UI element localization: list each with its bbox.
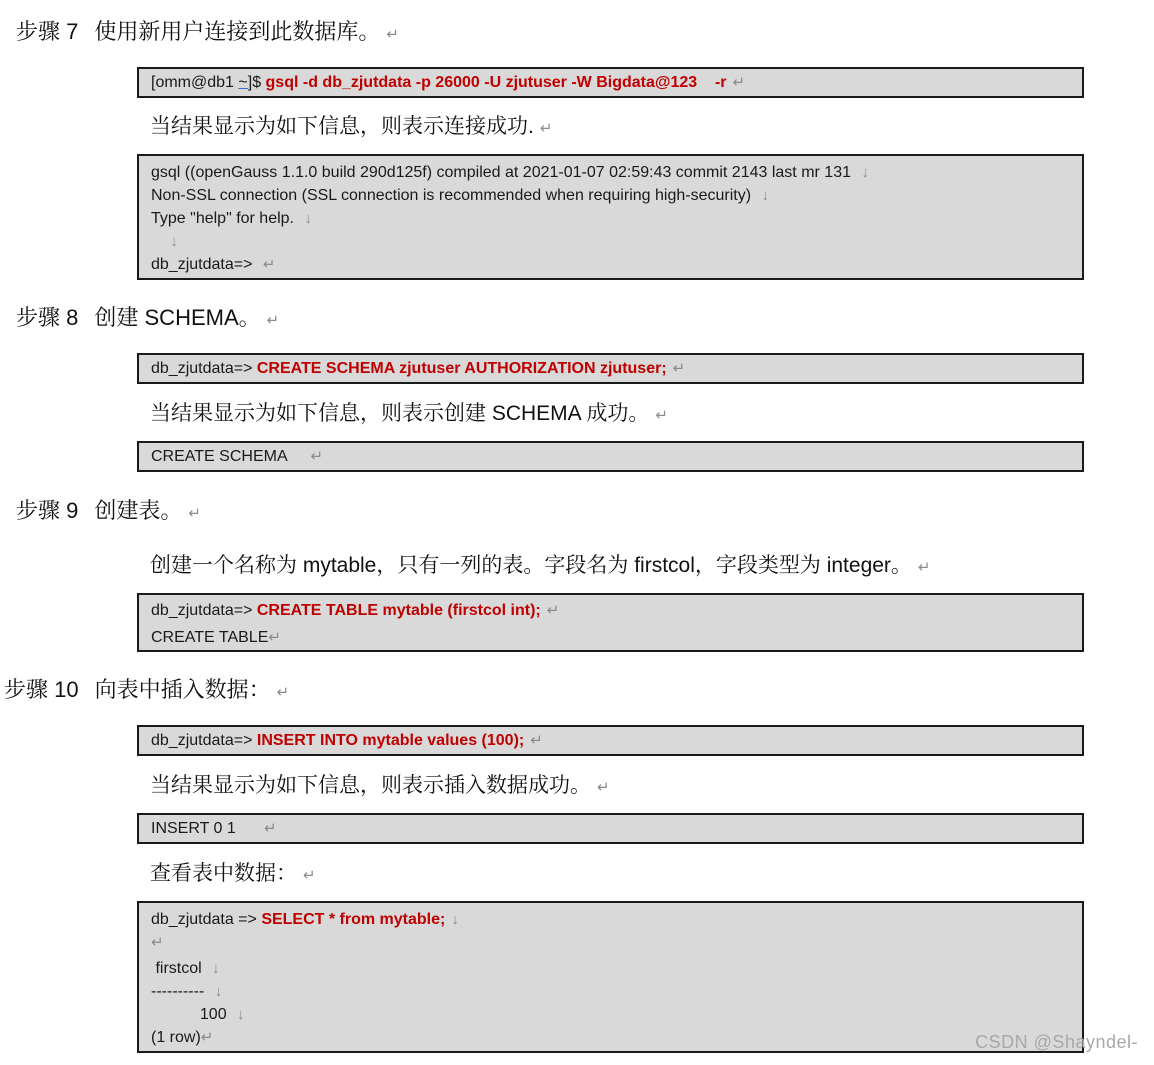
return-mark-icon: ↵ bbox=[655, 407, 668, 424]
line-break-mark-icon: ↓ bbox=[861, 164, 869, 181]
return-mark-icon: ↵ bbox=[597, 779, 610, 796]
code-line: db_zjutdata=> ↵ bbox=[151, 256, 276, 273]
step-number: 7 bbox=[66, 19, 79, 44]
watermark: CSDN @Shayndel- bbox=[975, 1032, 1138, 1052]
code-line: Type "help" for help. ↓ bbox=[151, 210, 312, 227]
return-mark-icon: ↵ bbox=[188, 505, 201, 522]
return-mark-icon: ↵ bbox=[264, 820, 277, 837]
step-number: 9 bbox=[66, 498, 79, 523]
return-mark-icon: ↵ bbox=[262, 256, 276, 273]
code-line: db_zjutdata=> INSERT INTO mytable values (100); ↵ bbox=[151, 732, 543, 749]
paragraph-connect-success: 当结果显示为如下信息，则表示连接成功. ↵ bbox=[150, 115, 553, 138]
code-block-connect-command bbox=[137, 67, 1084, 98]
paragraph-view-data: 查看表中数据： ↵ bbox=[150, 862, 316, 885]
code-block-insert-output bbox=[137, 813, 1084, 844]
line-break-mark-icon: ↓ bbox=[170, 233, 178, 250]
code-line: db_zjutdata=> CREATE TABLE mytable (firstcol int); ↵ bbox=[151, 602, 560, 619]
return-mark-icon: ↵ bbox=[386, 26, 399, 43]
step-label: 步骤 bbox=[16, 498, 61, 523]
code-line bbox=[151, 957, 1070, 980]
return-mark-icon: ↵ bbox=[151, 934, 164, 951]
code-block-connect-output bbox=[137, 154, 1084, 280]
command-text: INSERT INTO mytable values (100); bbox=[256, 732, 525, 749]
paragraph-schema-success: 当结果显示为如下信息，则表示创建 SCHEMA 成功。 ↵ bbox=[150, 402, 668, 425]
command-text: CREATE TABLE mytable (firstcol int); bbox=[256, 602, 541, 619]
step-title: 创建 SCHEMA。 bbox=[94, 305, 261, 330]
cell-value: 100 bbox=[151, 1006, 232, 1023]
return-mark-icon: ↵ bbox=[310, 448, 324, 465]
column-divider: ---------- bbox=[151, 983, 209, 1000]
code-line bbox=[151, 1026, 1070, 1049]
return-mark-icon: ↵ bbox=[539, 120, 553, 137]
code-line bbox=[151, 1003, 1070, 1026]
line-break-mark-icon: ↓ bbox=[212, 960, 220, 977]
return-mark-icon: ↵ bbox=[917, 559, 931, 576]
paragraph-insert-success: 当结果显示为如下信息，则表示插入数据成功。 ↵ bbox=[150, 774, 610, 797]
code-line bbox=[151, 980, 1070, 1003]
code-block-create-table bbox=[137, 593, 1084, 652]
line-break-mark-icon: ↓ bbox=[761, 187, 769, 204]
column-header: firstcol bbox=[151, 960, 207, 977]
command-text: gsql -d db_zjutdata -p 26000 -U zjutuser -W Bigdata@123 -r bbox=[265, 74, 727, 91]
code-block-schema-output bbox=[137, 441, 1084, 472]
step-7-heading bbox=[16, 18, 399, 49]
line-break-mark-icon: ↓ bbox=[304, 210, 312, 227]
step-10-heading bbox=[4, 676, 289, 707]
return-mark-icon: ↵ bbox=[672, 360, 686, 377]
step-number: 8 bbox=[66, 305, 79, 330]
code-line: Non-SSL connection (SSL connection is recommended when requiring high-security) ↓ bbox=[151, 187, 769, 204]
command-text: CREATE SCHEMA zjutuser AUTHORIZATION zjutuser; bbox=[256, 360, 667, 377]
code-line: gsql ((openGauss 1.1.0 build 290d125f) compiled at 2021-01-07 02:59:43 commit 2143 last mr 131 ↓ bbox=[151, 164, 869, 181]
return-mark-icon: ↵ bbox=[732, 74, 746, 91]
return-mark-icon: ↵ bbox=[546, 602, 560, 619]
line-break-mark-icon: ↓ bbox=[237, 1006, 245, 1023]
step-number: 10 bbox=[54, 677, 79, 702]
code-block-insert-command bbox=[137, 725, 1084, 756]
step-title: 创建表。 bbox=[94, 498, 183, 523]
code-line: CREATE SCHEMA ↵ bbox=[151, 448, 324, 465]
return-mark-icon: ↵ bbox=[276, 684, 290, 701]
code-line: db_zjutdata => SELECT * from mytable; ↓ bbox=[151, 911, 459, 928]
return-mark-icon: ↵ bbox=[268, 629, 281, 646]
code-line: [omm@db1 ~]$ gsql -d db_zjutdata -p 26000 -U zjutuser -W Bigdata@123 -r ↵ bbox=[151, 74, 746, 91]
step-8-heading bbox=[16, 304, 279, 335]
code-line bbox=[151, 230, 1070, 253]
code-block-select bbox=[137, 901, 1084, 1053]
code-line bbox=[151, 931, 1070, 954]
code-line: CREATE TABLE↵ bbox=[151, 629, 281, 646]
step-title: 向表中插入数据： bbox=[94, 677, 271, 702]
line-break-mark-icon: ↓ bbox=[451, 911, 459, 928]
return-mark-icon: ↵ bbox=[266, 312, 280, 329]
row-count: (1 row) bbox=[151, 1029, 201, 1046]
return-mark-icon: ↵ bbox=[200, 1029, 214, 1046]
step-label: 步骤 bbox=[16, 19, 61, 44]
code-line: INSERT 0 1 ↵ bbox=[151, 820, 277, 837]
step-title: 使用新用户连接到此数据库。 bbox=[94, 19, 381, 44]
step-label: 步骤 bbox=[4, 677, 49, 702]
code-block-schema-command bbox=[137, 353, 1084, 384]
return-mark-icon: ↵ bbox=[303, 867, 316, 884]
paragraph-table-description: 创建一个名称为 mytable，只有一列的表。字段名为 firstcol，字段类型为 integer。 ↵ bbox=[150, 554, 931, 577]
step-9-heading bbox=[16, 497, 201, 528]
code-line: db_zjutdata=> CREATE SCHEMA zjutuser AUTHORIZATION zjutuser; ↵ bbox=[151, 360, 686, 377]
return-mark-icon: ↵ bbox=[530, 732, 543, 749]
line-break-mark-icon: ↓ bbox=[214, 983, 223, 1000]
step-label: 步骤 bbox=[16, 305, 61, 330]
command-text: SELECT * from mytable; bbox=[261, 911, 446, 928]
